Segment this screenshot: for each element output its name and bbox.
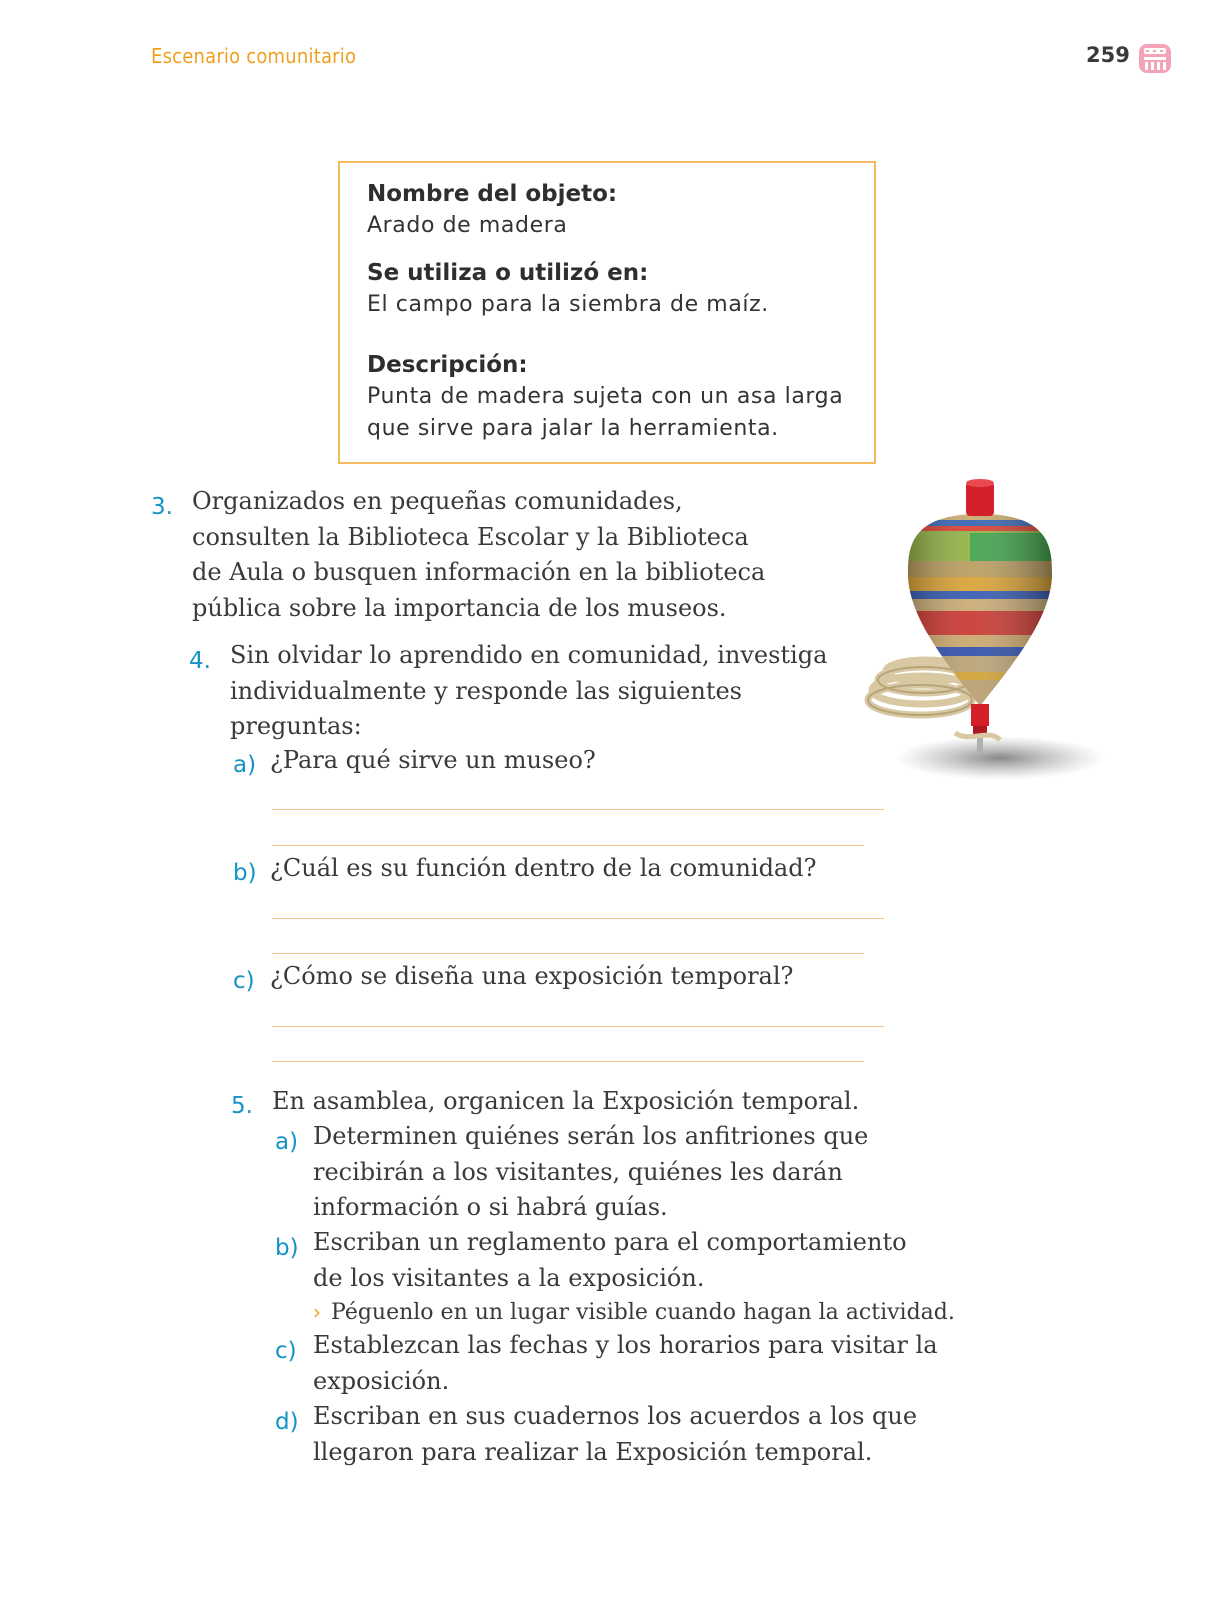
question-b-text: ¿Cuál es su función dentro de la comunidad? xyxy=(270,854,817,882)
text-line: de Aula o busquen información en la biblioteca xyxy=(192,558,766,586)
text-line: de los visitantes a la exposición. xyxy=(313,1263,705,1292)
text-line: Sin olvidar lo aprendido en comunidad, investiga xyxy=(230,641,828,669)
item-5d-letter: d) xyxy=(275,1409,299,1435)
question-a-text: ¿Para qué sirve un museo? xyxy=(270,746,596,774)
question-a-letter: a) xyxy=(233,752,257,778)
object-description-label: Descripción: xyxy=(367,352,528,378)
item-5d-text xyxy=(313,1399,917,1470)
object-description-line: que sirve para jalar la herramienta. xyxy=(367,416,779,441)
bullet-chevron-icon: › xyxy=(313,1300,321,1324)
section-title: Escenario comunitario xyxy=(151,44,357,68)
item-5-text: En asamblea, organicen la Exposición temporal. xyxy=(272,1087,860,1115)
object-description-line: Punta de madera sujeta con un asa larga xyxy=(367,384,844,409)
text-line: individualmente y responde las siguientes xyxy=(230,676,742,705)
item-5b-letter: b) xyxy=(275,1235,299,1261)
question-c-text: ¿Cómo se diseña una exposición temporal? xyxy=(270,962,794,990)
object-card xyxy=(338,161,876,464)
item-5a-letter: a) xyxy=(275,1129,299,1155)
text-line: recibirán a los visitantes, quiénes les darán xyxy=(313,1157,843,1186)
item-5-number: 5. xyxy=(231,1093,253,1119)
text-line: consulten la Biblioteca Escolar y la Biblioteca xyxy=(192,522,749,551)
page-number: 259 xyxy=(1086,43,1130,67)
answer-line[interactable] xyxy=(272,1061,864,1062)
object-name-label: Nombre del objeto: xyxy=(367,181,618,207)
item-5c-letter: c) xyxy=(275,1338,297,1364)
answer-line[interactable] xyxy=(272,845,864,846)
item-5a-text xyxy=(313,1119,868,1226)
item-3-number: 3. xyxy=(151,494,173,520)
item-5b-note: Péguenlo en un lugar visible cuando hagan la actividad. xyxy=(331,1300,955,1325)
spinning-top-with-rope-image xyxy=(850,478,1110,798)
text-line: Determinen quiénes serán los anfitriones que xyxy=(313,1122,869,1150)
text-line: Escriban un reglamento para el comportamiento xyxy=(313,1228,907,1256)
text-line: Organizados en pequeñas comunidades, xyxy=(192,487,683,515)
text-line: preguntas: xyxy=(230,712,362,740)
answer-line[interactable] xyxy=(272,918,884,919)
item-5c-text xyxy=(313,1328,938,1399)
item-4-text xyxy=(230,638,827,745)
question-b-letter: b) xyxy=(233,860,257,886)
mesoamerican-glyph-icon xyxy=(1138,41,1172,75)
item-4-number: 4. xyxy=(189,648,211,674)
text-line: llegaron para realizar la Exposición temporal. xyxy=(313,1437,873,1466)
text-line: pública sobre la importancia de los museos. xyxy=(192,593,727,622)
object-use-value: El campo para la siembra de maíz. xyxy=(367,292,769,317)
object-use-label: Se utiliza o utilizó en: xyxy=(367,260,649,286)
answer-line[interactable] xyxy=(272,809,884,810)
answer-line[interactable] xyxy=(272,953,864,954)
text-line: información o si habrá guías. xyxy=(313,1193,668,1221)
answer-line[interactable] xyxy=(272,1026,884,1027)
object-name-value: Arado de madera xyxy=(367,213,568,238)
item-3-text xyxy=(192,484,765,626)
text-line: exposición. xyxy=(313,1366,450,1395)
text-line: Establezcan las fechas y los horarios para visitar la xyxy=(313,1331,938,1359)
item-5b-text xyxy=(313,1225,907,1296)
question-c-letter: c) xyxy=(233,968,255,994)
text-line: Escriban en sus cuadernos los acuerdos a los que xyxy=(313,1402,918,1430)
